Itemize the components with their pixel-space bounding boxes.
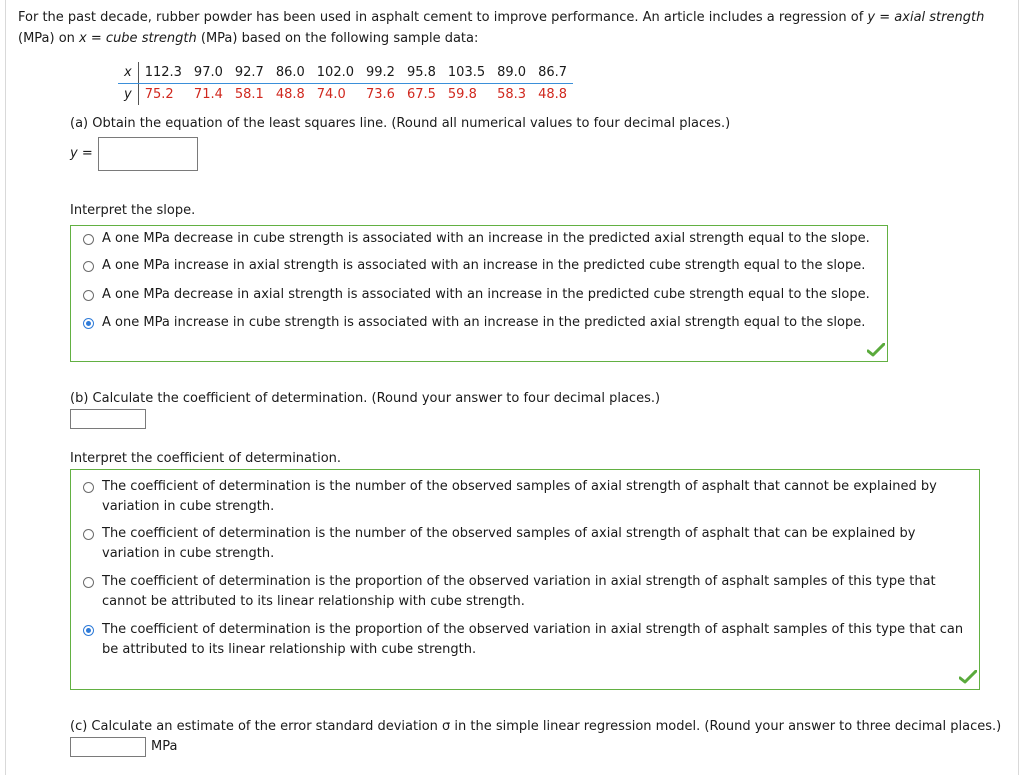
checkmark-icon xyxy=(867,343,885,357)
slope-option-text: A one MPa decrease in cube strength is associated with an increase in the predicted axial strength equal to the slope. xyxy=(102,231,870,246)
x-value: 89.0 xyxy=(491,62,532,84)
part-c-question: (c) Calculate an estimate of the error standard deviation σ in the simple linear regression model. (Round your answer to three decimal places.) xyxy=(70,719,1002,734)
y-value: 58.3 xyxy=(497,87,527,102)
x-value: 103.5 xyxy=(442,62,491,84)
sample-data-table xyxy=(118,62,573,105)
y-row xyxy=(118,84,573,106)
y-value: 59.8 xyxy=(447,87,477,102)
r2-option-text: The coefficient of determination is the number of the observed samples of axial strength of asphalt that can be explained by variation in cube strength. xyxy=(102,526,916,561)
slope-option-text: A one MPa increase in cube strength is associated with an increase in the predicted axial strength equal to the slope. xyxy=(102,315,866,330)
x-row xyxy=(118,62,573,84)
x-header: x xyxy=(118,62,138,84)
y-value: 67.5 xyxy=(406,87,436,102)
equals-sign: = xyxy=(875,10,895,25)
part-a-question: (a) Obtain the equation of the least squares line. (Round all numerical values to four decimal places.) xyxy=(70,116,731,131)
intro-text: (MPa) on xyxy=(18,31,80,46)
x-value: 86.0 xyxy=(270,62,311,84)
r2-choices-box xyxy=(70,469,980,690)
radio-icon[interactable] xyxy=(83,261,94,272)
y-value: 48.8 xyxy=(538,87,568,102)
y-value: 48.8 xyxy=(275,87,305,102)
regression-equation-input[interactable] xyxy=(98,137,198,171)
radio-icon[interactable] xyxy=(83,529,94,540)
x-value: 112.3 xyxy=(138,62,188,84)
slope-choices-box xyxy=(70,225,888,362)
x-value: 92.7 xyxy=(229,62,270,84)
radio-icon[interactable] xyxy=(83,482,94,493)
y-value: 74.0 xyxy=(316,87,346,102)
x-value: 102.0 xyxy=(311,62,360,84)
radio-selected-icon[interactable] xyxy=(83,318,94,329)
error-sd-input[interactable] xyxy=(70,737,146,757)
checkmark-icon xyxy=(959,670,977,684)
y-value: 71.4 xyxy=(193,87,223,102)
slope-option-text: A one MPa decrease in axial strength is associated with an increase in the predicted cube strength equal to the slope. xyxy=(102,287,870,302)
equals-sign: = xyxy=(86,31,106,46)
intro-paragraph xyxy=(18,7,1008,49)
y-name: axial strength xyxy=(894,10,985,25)
radio-icon[interactable] xyxy=(83,290,94,301)
x-variable: x xyxy=(79,31,87,46)
r2-option-text: The coefficient of determination is the proportion of the observed variation in axial strength of asphalt samples of this type that can be attributed to its linear relationship with cube strength. xyxy=(102,622,964,657)
r2-option-text: The coefficient of determination is the proportion of the observed variation in axial strength of asphalt samples of this type that cannot be attributed to its linear relationship with cube strength. xyxy=(102,574,936,609)
x-value: 99.2 xyxy=(360,62,401,84)
x-value: 95.8 xyxy=(401,62,442,84)
r2-option-text: The coefficient of determination is the number of the observed samples of axial strength of asphalt that cannot be explained by variation in cube strength. xyxy=(102,479,937,514)
interpret-slope-label: Interpret the slope. xyxy=(70,203,196,218)
intro-text: (MPa) based on the following sample data: xyxy=(196,31,479,46)
radio-icon[interactable] xyxy=(83,577,94,588)
y-header: y xyxy=(118,84,138,106)
y-equals-label: y = xyxy=(70,146,93,161)
x-value: 97.0 xyxy=(188,62,229,84)
radio-selected-icon[interactable] xyxy=(83,625,94,636)
unit-label: MPa xyxy=(151,739,178,754)
part-b-question: (b) Calculate the coefficient of determination. (Round your answer to four decimal places.) xyxy=(70,391,661,406)
x-name: cube strength xyxy=(105,31,197,46)
y-value: 73.6 xyxy=(366,87,395,102)
y-value: 75.2 xyxy=(144,87,174,102)
y-value: 58.1 xyxy=(234,87,264,102)
interpret-r2-label: Interpret the coefficient of determination. xyxy=(70,451,342,466)
x-value: 86.7 xyxy=(532,62,573,84)
radio-icon[interactable] xyxy=(83,234,94,245)
intro-text: For the past decade, rubber powder has been used in asphalt cement to improve performance. An article includes a regression of xyxy=(18,10,868,25)
coefficient-determination-input[interactable] xyxy=(70,409,146,429)
slope-option-text: A one MPa increase in axial strength is associated with an increase in the predicted cube strength equal to the slope. xyxy=(102,258,866,273)
y-variable: y xyxy=(867,10,876,25)
